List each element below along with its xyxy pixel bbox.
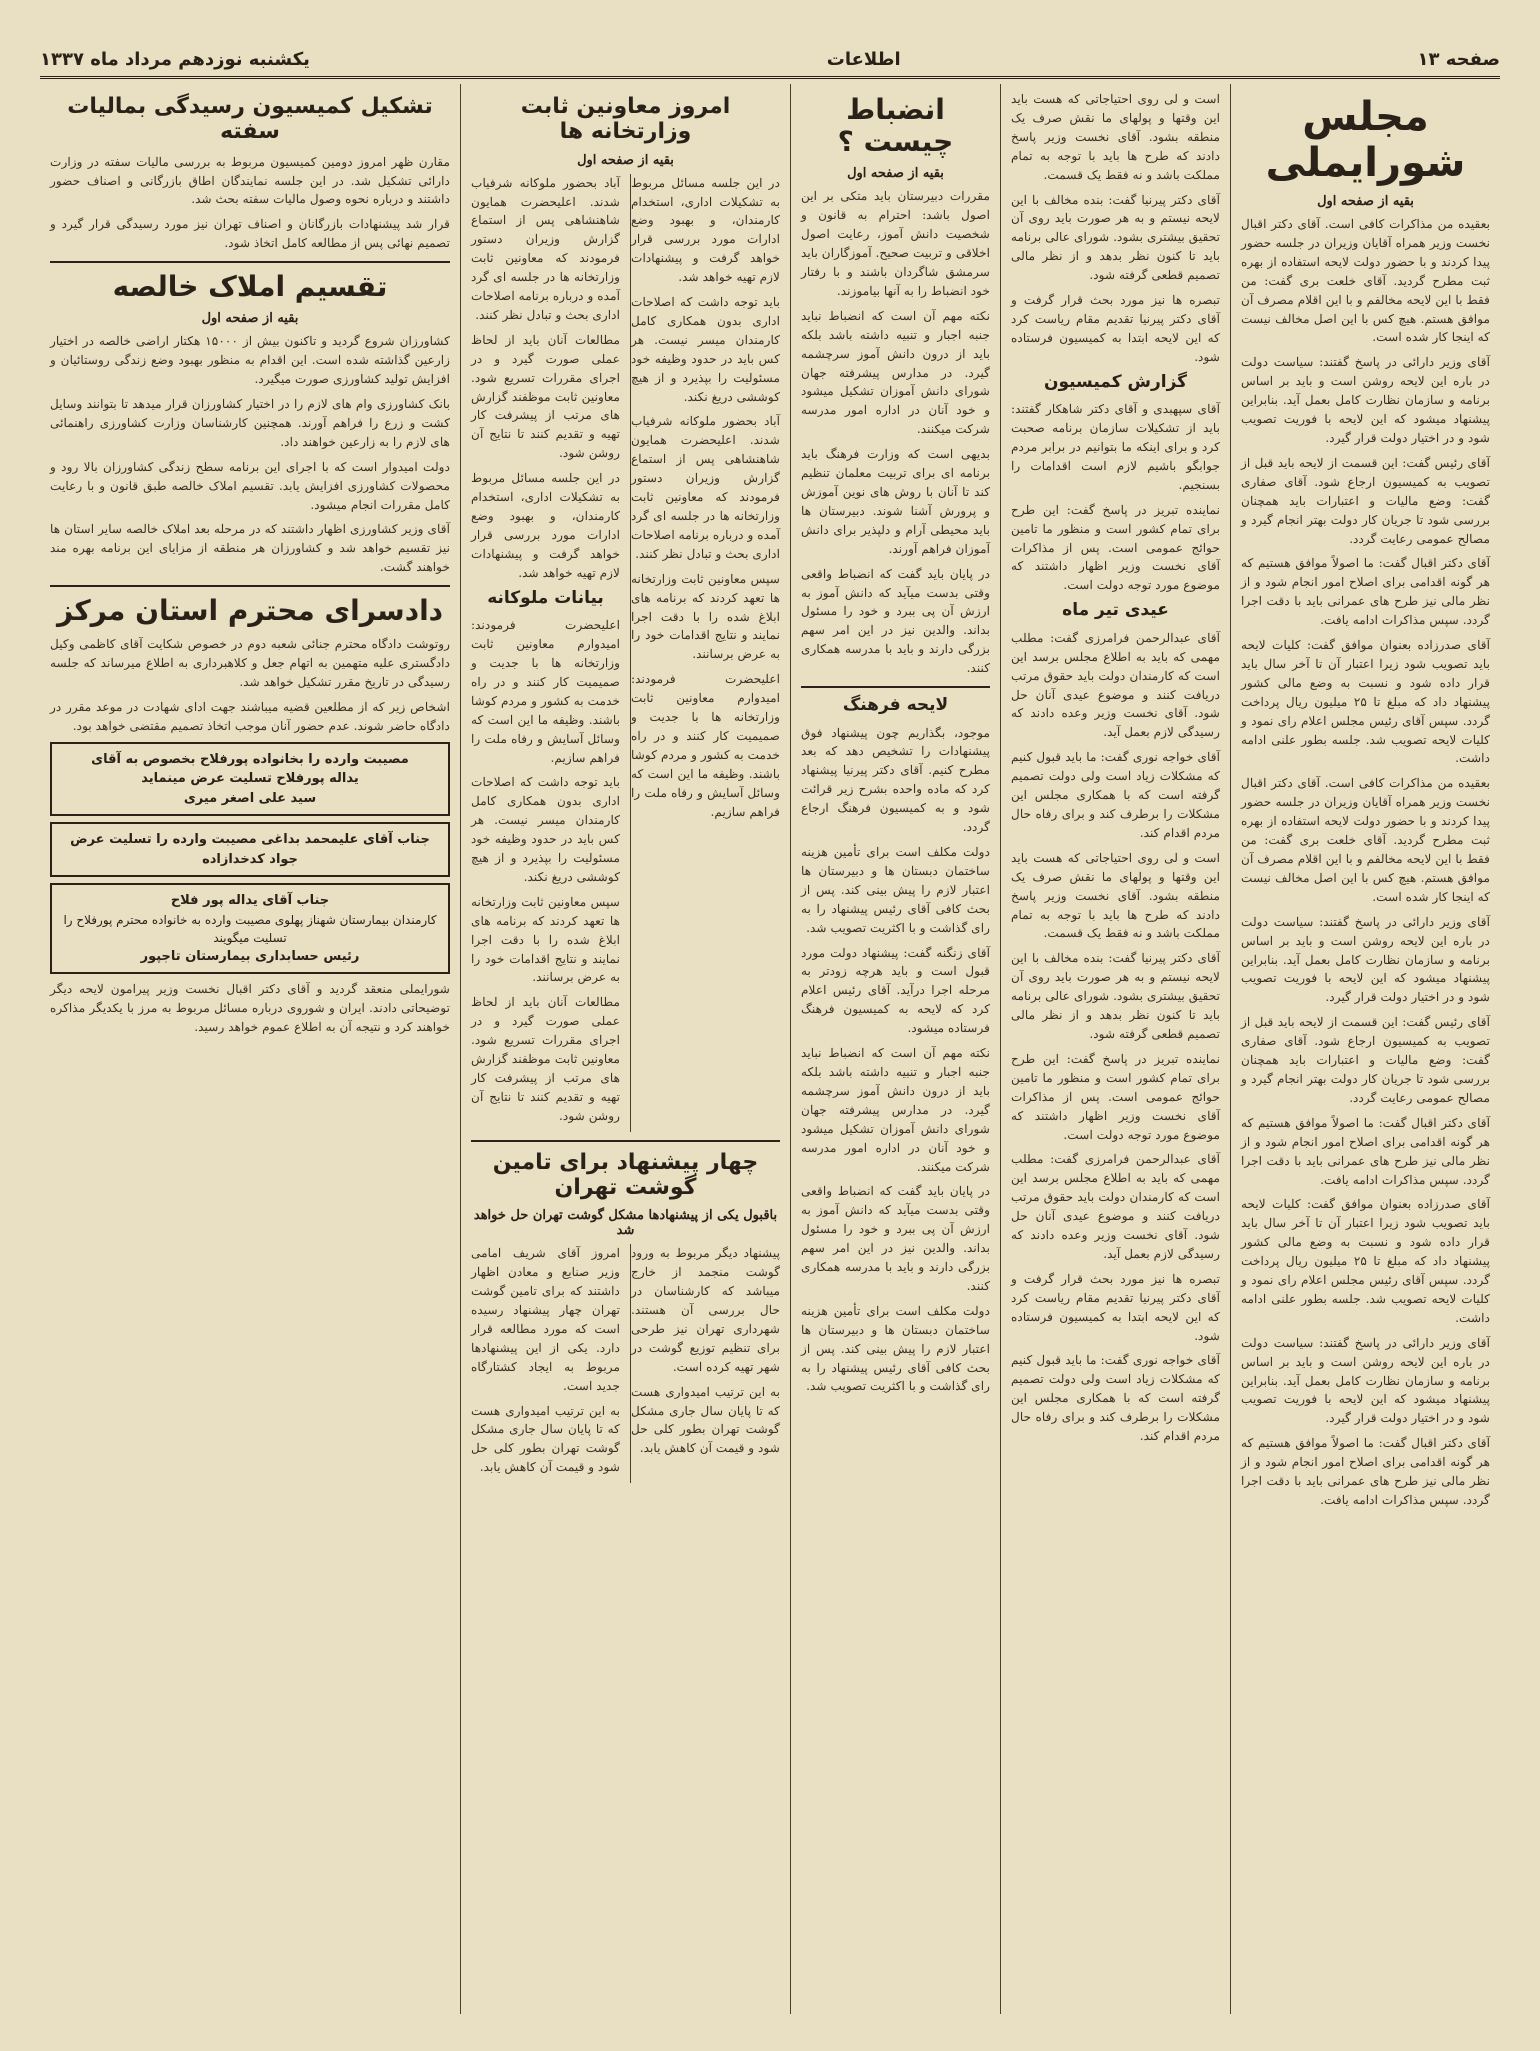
headline-meat: چهار پیشنهاد برای تامین گوشت تهران xyxy=(492,1149,759,1201)
article-paragraph: در پایان باید گفت که انضباط واقعی وقتی بدست میآید که دانش آموز به ارزش آن پی ببرد و خود را مسئول بداند. والدین نیز در این امر سهم بزرگی دارند و باید با مدرسه همکاری کنند. xyxy=(801,1184,990,1293)
article-paragraph: بدیهی است که وزارت فرهنگ باید برنامه ای برای تربیت معلمان تنظیم کند تا آنان با روش های نوین آموزش و پرورش آشنا شوند. دبیرستان ها باید محیطی آرام و دلپذیر برای دانش آموزان فراهم آورند. xyxy=(801,447,990,556)
newspaper-name: اطلاعات xyxy=(826,48,901,70)
article-paragraph: شورایملی منعقد گردید و آقای دکتر اقبال نخست وزیر پیرامون لایحه دیگر توضیحاتی دادند. ایران و شوروی درباره مسائل مربوط به مرز با یکدیگر مذاکره خواهند کرد و نتیجه آن به اطلاع عموم خواهد رسید. xyxy=(50,982,450,1035)
article-paragraph: آقای وزیر دارائی در پاسخ گفتند: سیاست دولت در باره این لایحه روشن است و باید بر اساس برنامه و سازمان نظارت کامل بعمل آید. بنابراین پیشنهاد میشود که این لایحه با فوریت تصویب شود و در اختیار دولت قرار گیرد. xyxy=(1241,355,1490,445)
continued-label: بقیه از صفحه اول xyxy=(847,166,944,182)
article-paragraph: آقای وزیر کشاورزی اظهار داشتند که در مرحله بعد املاک خالصه سایر استان ها نیز تقسیم خواهد شد و کشاورزان هر منطقه از مزایای این برنامه بهره مند خواهند گشت. xyxy=(50,522,450,575)
article-paragraph: در این جلسه مسائل مربوط به تشکیلات اداری، استخدام کارمندان، و بهبود وضع ادارات مورد بررسی قرار خواهد گرفت و پیشنهادات لازم تهیه خواهد شد. xyxy=(631,175,780,285)
sub-column xyxy=(471,174,620,1132)
divider xyxy=(801,686,990,688)
notice-text: جناب آقای علیمحمد بداغی مصیبت وارده را تسلیت عرض xyxy=(70,832,430,848)
article-paragraph: دولت مکلف است برای تأمین هزینه ساختمان دبستان ها و دبیرستان ها اعتبار لازم را پیش بینی کند. پس از بحث کافی آقای رئیس پیشنهاد را به رای گذاشت و با اکثریت تصویب شد. xyxy=(801,845,990,935)
article-paragraph: مقارن ظهر امروز دومین کمیسیون مربوط به بررسی مالیات سفته در وزارت دارائی تشکیل شد. در این جلسه نمایندگان اطاق بازرگانی و اصناف حضور داشتند و درباره نحوه وصول مالیات سفته بحث شد. xyxy=(50,154,450,207)
article-paragraph: روتوشت دادگاه محترم جنائی شعبه دوم در خصوص شکایت آقای کاظمی وکیل دادگستری علیه متهمین به اتهام جعل و کلاهبرداری به اطلاع میرساند که جلسه رسیدگی در تاریخ مقرر تشکیل خواهد شد. xyxy=(50,637,450,690)
column-deputies xyxy=(460,84,790,2014)
sub-column xyxy=(471,1244,620,1483)
article-paragraph: آقای وزیر دارائی در پاسخ گفتند: سیاست دولت در باره این لایحه روشن است و باید بر اساس برنامه و سازمان نظارت کامل بعمل آید. بنابراین پیشنهاد میشود که این لایحه با فوریت تصویب شود و در اختیار دولت قرار گیرد. xyxy=(1241,1335,1490,1426)
headline-deputies: امروز معاونین ثابت وزارتخانه ها xyxy=(520,94,731,145)
notice-text: کارمندان بیمارستان شهناز پهلوی مصیبت وارده به خانواده محترم پورفلاح را تسلیت میگویند xyxy=(63,912,437,945)
article-paragraph: نماینده تبریز در پاسخ گفت: این طرح برای تمام کشور است و منظور ما تامین حوائج عمومی است. پس از مذاکرات آقای نخست وزیر اظهار داشتند که موضوع مورد توجه دولت است. xyxy=(1011,502,1220,593)
article-paragraph: قرار شد پیشنهادات بازرگانان و اصناف تهران نیز مورد رسیدگی قرار گیرد و تصمیم نهائی پس از مطالعه کامل اتخاذ شود. xyxy=(50,217,450,251)
article-paragraph: آقای خواجه نوری گفت: ما باید قبول کنیم که مشکلات زیاد است ولی دولت تصمیم گرفته است که با همکاری مجلس این مشکلات را برطرف کند و برای رفاه حال مردم اقدام کند. xyxy=(1011,1353,1220,1444)
article-paragraph: دولت امیدوار است که با اجرای این برنامه سطح زندگی کشاورزان بالا رود و محصولات کشاورزی افزایش یابد. تقسیم املاک خالصه طبق قانون و با رعایت کامل مقررات انجام میشود. xyxy=(50,459,450,512)
article-paragraph: اعلیحضرت فرمودند: امیدوارم معاونین ثابت وزارتخانه ها با جدیت و صمیمیت کار کنند و در راه خدمت به کشور و مردم کوشا باشند. وظیفه ما این است که وسائل آسایش و رفاه ملت را فراهم سازیم. xyxy=(631,672,780,819)
article-paragraph: امروز آقای شریف امامی وزیر صنایع و معادن اظهار داشتند که برای تامین گوشت تهران چهار پیشنهاد رسیده است که مورد مطالعه قرار دارد. یکی از این پیشنهادها مربوط به ایجاد کشتارگاه جدید است. xyxy=(471,1246,620,1393)
article-paragraph: آقای عبدالرحمن فرامرزی گفت: مطلب مهمی که باید به اطلاع مجلس برسد این است که کارمندان دولت باید حقوق مرتب دریافت کنند و موضوع عیدی آنان حل شود. آقای نخست وزیر وعده دادند که رسیدگی لازم بعمل آید. xyxy=(1011,630,1220,740)
article-paragraph: آقای صدرزاده بعنوان موافق گفت: کلیات لایحه باید تصویب شود زیرا اعتبار آن تا آخر سال باید قرار داده شود و نسبت به وضع مالی کشور پیشنهاد داد که مبلغ تا ۲۵ میلیون ریال پرداخت گردد. سپس آقای رئیس مجلس اعلام رای نمود و کلیات لایحه تصویب شد. جلسه بطور علنی ادامه داشت. xyxy=(1241,1197,1490,1325)
two-column-body xyxy=(471,1244,780,1483)
divider xyxy=(50,261,450,263)
notice-text: یداله پورفلاح تسلیت عرض مینماید xyxy=(141,771,359,787)
article-paragraph: بعقیده من مذاکرات کافی است. آقای دکتر اقبال نخست وزیر همراه آقایان وزیران در جلسه حضور پیدا کردند و با حضور دولت لایحه استفاده از بهره ثبت مطرح گردید. آقای خلعت بری گفت: من فقط با این لایحه مخالفم و با این اقلام مصرف آن موافق هستم. هیچ کس با این اصل مخالف نیست که اینجا کار شده است. xyxy=(1241,217,1490,345)
article-paragraph: باید توجه داشت که اصلاحات اداری بدون همکاری کامل کارمندان میسر نیست. هر کس باید در حدود وظیفه خود مسئولیت را بپذیرد و از هیچ کوششی دریغ نکند. xyxy=(471,775,620,884)
subheading: گزارش کمیسیون xyxy=(1043,371,1188,392)
article-paragraph: به این ترتیب امیدواری هست که تا پایان سال جاری مشکل گوشت تهران بطور کلی حل شود و قیمت آن کاهش یابد. xyxy=(471,1403,620,1475)
column-majlis-cont xyxy=(1000,84,1230,2014)
continued-label: بقیه از صفحه اول xyxy=(1317,194,1414,209)
issue-date: یکشنبه نوزدهم مرداد ماه ۱۳۳۷ xyxy=(40,48,310,70)
page-number: صفحه ۱۳ xyxy=(1417,48,1500,70)
subheading: لایحه فرهنگ xyxy=(842,695,949,716)
condolence-notice xyxy=(50,883,450,974)
continued-label: بقیه از صفحه اول xyxy=(201,311,299,327)
headline-discipline: انضباط چیست ؟ xyxy=(837,93,954,159)
page-header xyxy=(40,42,1500,79)
article-paragraph: آقای دکتر اقبال گفت: ما اصولاً موافق هستیم که هر گونه اقدامی برای اصلاح امور انجام شود و از نظر مالی نیز طرح های عمرانی باید با دقت اجرا گردد. سپس مذاکرات ادامه یافت. xyxy=(1241,1115,1490,1187)
notice-signature: رئیس حسابداری بیمارستان تاجپور xyxy=(140,948,360,964)
article-paragraph: در پایان باید گفت که انضباط واقعی وقتی بدست میآید که دانش آموز به ارزش آن پی ببرد و خود را مسئول بداند. والدین نیز در این امر سهم بزرگی دارند و باید با مدرسه همکاری کنند. xyxy=(801,566,990,676)
headline-court: دادسرای محترم استان مرکز xyxy=(56,594,444,628)
article-paragraph: کشاورزان شروع گردید و تاکنون بیش از ۱۵۰۰۰ هکتار اراضی خالصه در اختیار زارعین گذاشته شده است. این اقدام به منظور بهبود وضع زندگی روستائیان و افزایش تولید کشاورزی صورت میگیرد. xyxy=(50,334,450,387)
article-paragraph: آقای دکتر پیرنیا گفت: بنده مخالف با این لایحه نیستم و به هر صورت باید روی آن تحقیق بیشتری بشود. شورای عالی برنامه باید تا کنون نظر بدهد و از نظر مالی تصمیم قطعی گرفته شود. xyxy=(1011,951,1220,1041)
condolence-notice xyxy=(50,742,450,817)
article-paragraph: آقای رئیس گفت: این قسمت از لایحه باید قبل از تصویب به کمیسیون ارجاع شود. آقای صفاری گفت: وضع مالیات و اعتبارات باید همچنان بررسی شود تا جریان کار دولت بهتر انجام گیرد و مصالح عمومی رعایت گردد. xyxy=(1241,1015,1490,1105)
article-paragraph: آقای دکتر اقبال گفت: ما اصولاً موافق هستیم که هر گونه اقدامی برای اصلاح امور انجام شود و از نظر مالی نیز طرح های عمرانی باید با دقت اجرا گردد. سپس مذاکرات ادامه یافت. xyxy=(1241,1436,1490,1507)
article-paragraph: بعقیده من مذاکرات کافی است. آقای دکتر اقبال نخست وزیر همراه آقایان وزیران در جلسه حضور پیدا کردند و با حضور دولت لایحه استفاده از بهره ثبت مطرح گردید. آقای خلعت بری گفت: من فقط با این لایحه مخالفم و با این اقلام مصرف آن موافق هستم. هیچ کس با این اصل مخالف نیست که اینجا کار شده است. xyxy=(1241,776,1490,904)
article-paragraph: آقای دکتر اقبال گفت: ما اصولاً موافق هستیم که هر گونه اقدامی برای اصلاح امور انجام شود و از نظر مالی نیز طرح های عمرانی باید با دقت اجرا گردد. سپس مذاکرات ادامه یافت. xyxy=(1241,556,1490,628)
notice-signature: جواد کدخدازاده xyxy=(202,851,298,867)
article-paragraph: آقای عبدالرحمن فرامرزی گفت: مطلب مهمی که باید به اطلاع مجلس برسد این است که کارمندان دولت باید حقوق مرتب دریافت کنند و موضوع عیدی آنان حل شود. آقای نخست وزیر وعده دادند که رسیدگی لازم بعمل آید. xyxy=(1011,1152,1220,1261)
two-column-body xyxy=(471,174,780,1132)
article-paragraph: دولت مکلف است برای تأمین هزینه ساختمان دبستان ها و دبیرستان ها اعتبار لازم را پیش بینی کند. پس از بحث کافی آقای رئیس پیشنهاد را به رای گذاشت و با اکثریت تصویب شد. xyxy=(801,1303,990,1394)
headline-tax: تشکیل کمیسیون رسیدگی بمالیات سفته xyxy=(67,94,433,145)
headline-meat-sub: باقبول یکی از پیشنهادها مشکل گوشت تهران حل خواهد شد xyxy=(473,1208,778,1239)
column-misc xyxy=(40,84,460,2014)
article-paragraph: آقای رئیس گفت: این قسمت از لایحه باید قبل از تصویب به کمیسیون ارجاع شود. آقای صفاری گفت: وضع مالیات و اعتبارات باید همچنان بررسی شود تا جریان کار دولت بهتر انجام گیرد و مصالح عمومی رعایت گردد. xyxy=(1241,455,1490,546)
article-paragraph: سپس معاونین ثابت وزارتخانه ها تعهد کردند که برنامه های ابلاغ شده را با دقت اجرا نمایند و نتایج اقدامات خود را به عرض برسانند. xyxy=(631,571,780,662)
article-paragraph: در این جلسه مسائل مربوط به تشکیلات اداری، استخدام کارمندان، و بهبود وضع ادارات مورد بررسی قرار خواهد گرفت و پیشنهادات لازم تهیه خواهد شد. xyxy=(471,471,620,580)
article-paragraph: آقای صدرزاده بعنوان موافق گفت: کلیات لایحه باید تصویب شود زیرا اعتبار آن تا آخر سال باید قرار داده شود و نسبت به وضع مالی کشور پیشنهاد داد که مبلغ تا ۲۵ میلیون ریال پرداخت گردد. سپس آقای رئیس مجلس اعلام رای نمود و کلیات لایحه تصویب شد. جلسه بطور علنی ادامه داشت. xyxy=(1241,638,1490,766)
article-paragraph: آقای زنگنه گفت: پیشنهاد دولت مورد قبول است و باید هرچه زودتر به مرحله اجرا درآید. آقای رئیس اعلام کرد که لایحه به کمیسیون فرهنگ فرستاده میشود. xyxy=(801,945,990,1036)
article-paragraph: آقای وزیر دارائی در پاسخ گفتند: سیاست دولت در باره این لایحه روشن است و باید بر اساس برنامه و سازمان نظارت کامل بعمل آید. بنابراین پیشنهاد میشود که این لایحه با فوریت تصویب شود و در اختیار دولت قرار گیرد. xyxy=(1241,914,1490,1005)
article-paragraph: نماینده تبریز در پاسخ گفت: این طرح برای تمام کشور است و منظور ما تامین حوائج عمومی است. پس از مذاکرات آقای نخست وزیر اظهار داشتند که موضوع مورد توجه دولت است. xyxy=(1011,1051,1220,1142)
subheading: بیانات ملوکانه xyxy=(487,587,604,608)
article-paragraph: نکته مهم آن است که انضباط نباید جنبه اجبار و تنبیه داشته باشد بلکه باید از درون دانش آموز سرچشمه گیرد. در مدارس پیشرفته جهان شورای دانش آموزان تشکیل میشود و خود آنان در اداره امور مدرسه شرکت میکنند. xyxy=(801,308,990,437)
article-paragraph: نکته مهم آن است که انضباط نباید جنبه اجبار و تنبیه داشته باشد بلکه باید از درون دانش آموز سرچشمه گیرد. در مدارس پیشرفته جهان شورای دانش آموزان تشکیل میشود و خود آنان در اداره امور مدرسه شرکت میکنند. xyxy=(801,1046,990,1174)
column-discipline xyxy=(790,84,1000,2014)
notice-signature: سید علی اصغر میری xyxy=(183,790,317,806)
article-paragraph: اعلیحضرت فرمودند: امیدوارم معاونین ثابت وزارتخانه ها با جدیت و صمیمیت کار کنند و در راه خدمت به کشور و مردم کوشا باشند. وظیفه ما این است که وسائل آسایش و رفاه ملت را فراهم سازیم. xyxy=(471,618,620,765)
sub-column xyxy=(630,174,780,1132)
article-paragraph: اشخاص زیر که از مطلعین قضیه میباشند جهت ادای شهادت در موعد مقرر در دادگاه حاضر شوند. عدم حضور آنان موجب اتخاذ تصمیم مقتضی خواهد بود. xyxy=(50,700,450,733)
subheading: عیدی تیر ماه xyxy=(1062,600,1169,621)
headline-estates: تقسیم املاک خالصه xyxy=(112,270,388,304)
sub-column xyxy=(630,1244,780,1483)
article-paragraph: است و لی روی احتیاجاتی که هست باید این وقتها و پولهای ما نقش صرف یک منطقه بشود. آقای نخست وزیر پاسخ دادند که طرح ها باید با توجه به تمام مملکت باشد و نه فقط یک قسمت. xyxy=(1011,850,1220,941)
columns xyxy=(40,84,1500,2014)
article-paragraph: آباد بحضور ملوکانه شرفیاب شدند. اعلیحضرت همایون شاهنشاهی پس از استماع گزارش وزیران دستور فرمودند که معاونین ثابت وزارتخانه ها در جلسه ای گرد آمده و درباره برنامه اصلاحات اداری بحث و تبادل نظر کنند. xyxy=(631,414,780,561)
article-paragraph: تبصره ها نیز مورد بحث قرار گرفت و آقای دکتر پیرنیا تقدیم مقام ریاست کرد که این لایحه ابتدا به کمیسیون فرستاده شود. xyxy=(1011,1271,1220,1343)
divider xyxy=(471,1140,780,1142)
article-paragraph: بانک کشاورزی وام های لازم را در اختیار کشاورزان قرار میدهد تا بتوانند وسایل کشت و زرع را فراهم آورند. همچنین کارشناسان وزارت کشاورزی راهنمائی های لازم را به زارعین خواهند داد. xyxy=(50,397,450,449)
article-paragraph: تبصره ها نیز مورد بحث قرار گرفت و آقای دکتر پیرنیا تقدیم مقام ریاست کرد که این لایحه ابتدا به کمیسیون فرستاده شود. xyxy=(1011,293,1220,364)
article-paragraph: آقای سپهبدی و آقای دکتر شاهکار گفتند: باید از تشکیلات سازمان برنامه صحبت کرد و برای اینکه ما بتوانیم در برابر مردم جوابگو باشیم لازم است اقدامات را بسنجیم. xyxy=(1011,402,1220,492)
article-paragraph: پیشنهاد دیگر مربوط به ورود گوشت منجمد از خارج میباشد که کارشناسان در حال بررسی آن هستند. شهرداری تهران نیز طرحی برای تنظیم توزیع گوشت در شهر تهیه کرده است. xyxy=(631,1246,780,1374)
article-paragraph: مطالعات آنان باید از لحاظ عملی صورت گیرد و در اجرای مقررات تسریع شود. معاونین ثابت موظفند گزارش های مرتب از پیشرفت کار تهیه و تقدیم کنند تا نتایج آن روشن شود. xyxy=(471,995,620,1123)
article-paragraph: مقررات دبیرستان باید متکی بر این اصول باشد: احترام به قانون و شخصیت دانش آموز، رعایت اصول اخلاقی و تربیت صحیح. آموزگاران باید سرمشق شاگردان باشند و با رفتار خود انضباط را به آنها بیاموزند. xyxy=(801,189,990,298)
article-paragraph: سپس معاونین ثابت وزارتخانه ها تعهد کردند که برنامه های ابلاغ شده را با دقت اجرا نمایند و نتایج اقدامات خود را به عرض برسانند. xyxy=(471,894,620,985)
continued-label: بقیه از صفحه اول xyxy=(577,152,674,168)
article-paragraph: آقای دکتر پیرنیا گفت: بنده مخالف با این لایحه نیستم و به هر صورت باید روی آن تحقیق بیشتری بشود. شورای عالی برنامه باید تا کنون نظر بدهد و از نظر مالی تصمیم قطعی گرفته شود. xyxy=(1011,192,1220,283)
condolence-notice xyxy=(50,822,450,877)
article-paragraph: است و لی روی احتیاجاتی که هست باید این وقتها و پولهای ما نقش صرف یک منطقه بشود. آقای نخست وزیر پاسخ دادند که طرح ها باید با توجه به تمام مملکت باشد و نه فقط یک قسمت. xyxy=(1011,92,1220,182)
notice-text: مصیبت وارده را بخانواده پورفلاح بخصوص به آقای xyxy=(91,751,409,767)
divider xyxy=(50,585,450,587)
headline-majlis: مجلس شورایملی xyxy=(1265,94,1466,186)
article-paragraph: آقای خواجه نوری گفت: ما باید قبول کنیم که مشکلات زیاد است ولی دولت تصمیم گرفته است که با همکاری مجلس این مشکلات را برطرف کند و برای رفاه حال مردم اقدام کند. xyxy=(1011,750,1220,840)
article-paragraph: باید توجه داشت که اصلاحات اداری بدون همکاری کامل کارمندان میسر نیست. هر کس باید در حدود وظیفه خود مسئولیت را بپذیرد و از هیچ کوششی دریغ نکند. xyxy=(631,295,780,404)
article-paragraph: موجود، بگذاریم چون پیشنهاد فوق پیشنهادات را تشخیص دهد که بعد مطرح کنیم. آقای دکتر پیرنیا پیشنهاد کرد که ماده واحده بشرح زیر قرائت شود و به کمیسیون فرهنگ ارجاع گردد. xyxy=(801,725,990,835)
article-paragraph: آباد بحضور ملوکانه شرفیاب شدند. اعلیحضرت همایون شاهنشاهی پس از استماع گزارش وزیران دستور فرمودند که معاونین ثابت وزارتخانه ها در جلسه ای گرد آمده و درباره برنامه اصلاحات اداری بحث و تبادل نظر کنند. xyxy=(471,175,620,322)
column-majlis xyxy=(1230,84,1500,2014)
article-paragraph: به این ترتیب امیدواری هست که تا پایان سال جاری مشکل گوشت تهران بطور کلی حل شود و قیمت آن کاهش یابد. xyxy=(631,1384,780,1456)
notice-text: جناب آقای یداله پور فلاح xyxy=(170,893,330,909)
article-paragraph: مطالعات آنان باید از لحاظ عملی صورت گیرد و در اجرای مقررات تسریع شود. معاونین ثابت موظفند گزارش های مرتب از پیشرفت کار تهیه و تقدیم کنند تا نتایج آن روشن شود. xyxy=(471,332,620,461)
